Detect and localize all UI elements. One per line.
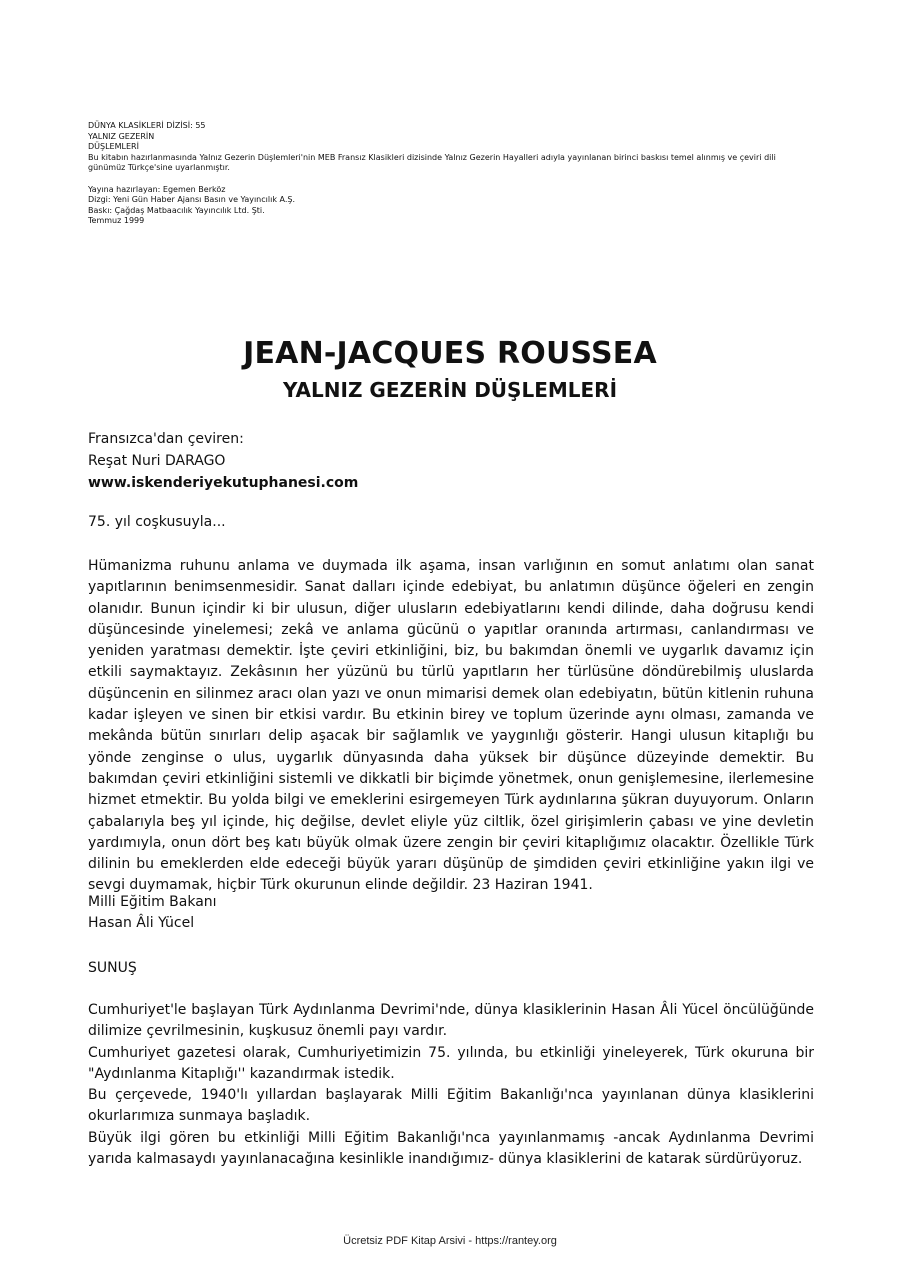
publication-info — [88, 121, 814, 227]
publication-date: Temmuz 1999 — [88, 216, 145, 226]
signature-title: Milli Eğitim Bakanı — [88, 894, 217, 910]
spacer — [88, 174, 814, 185]
title-line-1: YALNIZ GEZERİN — [88, 131, 155, 141]
edition-note: Bu kitabın hazırlanmasında Yalnız Gezerin Düşlemleri'nin MEB Fransız Klasikleri dizisinde Yalnız Gezerin Hayalleri adıyla yayınlanan birinci baskısı temel alınmış ve çeviri dili günümüz Türkçe'sine uyarlanmıştır. — [88, 152, 776, 173]
sunus-paragraph-3: Bu çerçevede, 1940'lı yıllardan başlayarak Milli Eğitim Bakanlığı'nca yayınlanan dünya klasiklerini okurlarımıza sunmaya başladık. — [88, 1087, 814, 1125]
translator-label: Fransızca'dan çeviren: — [88, 431, 244, 447]
preface-signature — [88, 892, 217, 935]
preface-paragraph: Hümanizma ruhunu anlama ve duymada ilk aşama, insan varlığının en somut anlatımı olan sanat yapıtlarının benimsenmesidir. Sanat dalları içinde edebiyat, bu anlatımın düşünce öğeleri en zengin olanıdır. Bunun içindir ki bir ulusun, diğer ulusların edebiyatlarını kendi dilinde, daha doğrusu kendi düşüncesinde yinelemesi; zekâ ve anlama gücünü o yapıtlar oranında artırması, canlandırması ve yeniden yaratması demektir. İşte çeviri etkinliğini, biz, bu bakımdan önemli ve uygarlık davamız için etkili saymaktayız. Zekâsının her yüzünü bu türlü yapıtların her türlüsüne döndürebilmiş uluslarda düşüncenin en silinmez aracı olan yazı ve onun mimarisi demek olan edebiyatın, bütün kitlenin ruhuna kadar işleyen ve sinen bir etkisi vardır. Bu etkinin birey ve toplum üzerinde aynı olması, zamanda ve mekânda bütün sınırları delip aşacak bir sağlamlık ve yaygınlığı gösterir. Hangi ulusun kitaplığı bu yönde zenginse o ulus, uygarlık dünyasında daha yüksek bir düşünce düzeyinde demektir. Bu bakımdan çeviri etkinliğini sistemli ve dikkatli bir biçimde yönetmek, onun genişlemesine, ilerlemesine hizmet etmektir. Bu yolda bilgi ve emeklerini esirgemeyen Türk aydınlarına şükran duyuyorum. Onların çabalarıyla beş yıl içinde, hiç değilse, devlet eliyle yüz ciltlik, özel girişimlerin çabası ve yine devletin yardımıyla, onun dört beş katı büyük olmak üzere zengin bir çeviri kitaplığımız olacaktır. Özellikle Türk dilinin bu emeklerden elde edeceği büyük yararı düşünüp de şimdiden çeviri etkinliğine yakın ilgi ve sevgi duymamak, hiçbir Türk okurunun elinde değildir. 23 Haziran 1941. — [88, 558, 814, 894]
sunus-paragraph-2: Cumhuriyet gazetesi olarak, Cumhuriyetimizin 75. yılında, bu etkinliği yineleyerek, Türk okuruna bir "Aydınlanma Kitaplığı'' kazandırmak istedik. — [88, 1044, 814, 1082]
sunus-paragraph-1: Cumhuriyet'le başlayan Türk Aydınlanma Devrimi'nde, dünya klasiklerinin Hasan Âli Yücel öncülüğünde dilimize çevrilmesinin, kuşkusuz önemli payı vardır. — [88, 1002, 814, 1040]
series-line: DÜNYA KLASİKLERİ DİZİSİ: 55 — [88, 121, 206, 130]
website-link[interactable]: www.iskenderiyekutuphanesi.com — [88, 475, 359, 491]
celebration-line: 75. yıl coşkusuyla... — [88, 514, 226, 530]
sunus-heading: SUNUŞ — [88, 960, 137, 976]
author-heading: JEAN-JACQUES ROUSSEA — [243, 336, 657, 371]
signature-name: Hasan Âli Yücel — [88, 915, 195, 932]
typesetting-line: Dizgi: Yeni Gün Haber Ajansı Basın ve Yayıncılık A.Ş. — [88, 195, 295, 205]
printing-line: Baskı: Çağdaş Matbaacılık Yayıncılık Ltd. Şti. — [88, 205, 265, 215]
preface-section — [88, 556, 814, 897]
translator-credits — [88, 428, 358, 494]
page-footer: Ücretsiz PDF Kitap Arsivi - https://rantey.org — [343, 1235, 557, 1247]
sunus-section — [88, 1000, 814, 1170]
editor-line: Yayına hazırlayan: Egemen Berköz — [88, 184, 226, 194]
book-title-heading: YALNIZ GEZERİN DÜŞLEMLERİ — [282, 378, 618, 402]
title-line-2: DÜŞLEMLERİ — [88, 142, 139, 152]
sunus-paragraph-4: Büyük ilgi gören bu etkinliği Milli Eğitim Bakanlığı'nca yayınlanmamış -ancak Aydınlanma Devrimi yarıda kalmasaydı yayınlanacağına kesinlikle inandığımız- dünya klasiklerini de katarak sürdürüyoruz. — [88, 1129, 814, 1168]
translator-name: Reşat Nuri DARAGO — [88, 453, 226, 469]
